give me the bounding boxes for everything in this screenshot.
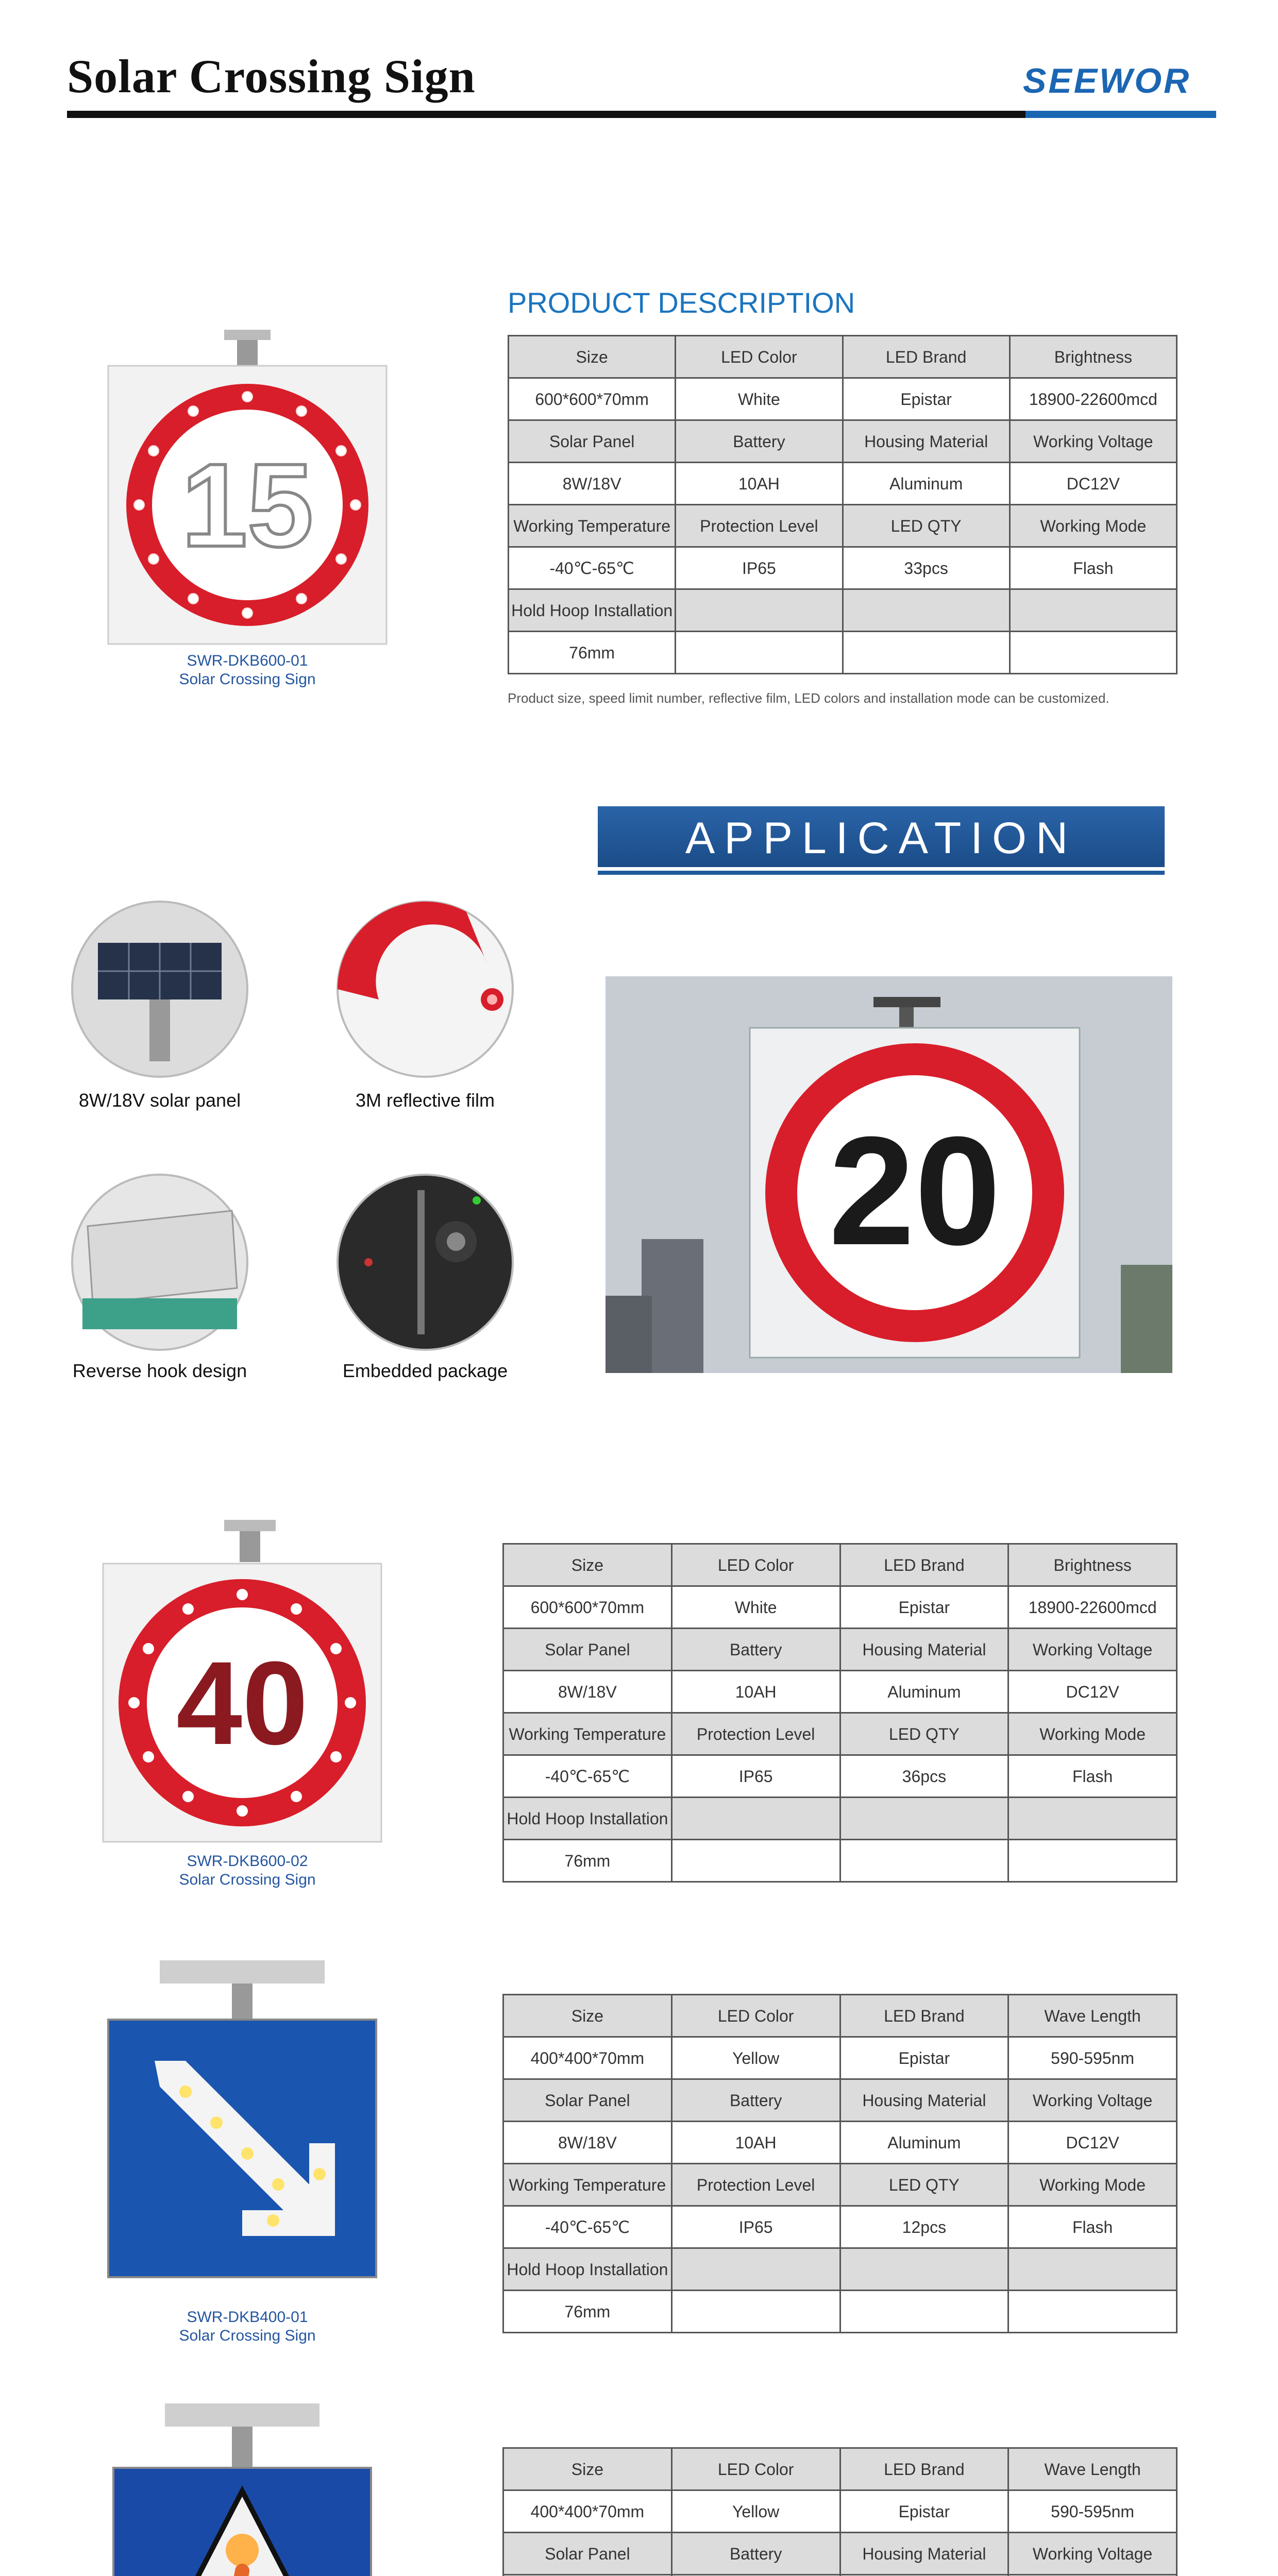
spec-cell: Size <box>509 336 676 378</box>
spec-row <box>503 2448 1177 2490</box>
spec-cell: Aluminum <box>843 463 1010 505</box>
spec-table <box>502 1543 1178 1883</box>
spec-row <box>503 1544 1177 1586</box>
spec-cell: White <box>671 1586 840 1629</box>
spec-cell: Working Mode <box>1008 1713 1177 1755</box>
spec-cell <box>1008 1840 1177 1882</box>
spec-cell: 10AH <box>676 463 843 505</box>
spec-cell: 400*400*70mm <box>503 2490 672 2533</box>
spec-cell <box>840 1798 1008 1840</box>
application-photo <box>606 976 1172 1373</box>
spec-cell: LED Brand <box>843 336 1010 378</box>
spec-cell <box>676 589 843 632</box>
spec-cell: Brightness <box>1010 336 1176 378</box>
feature-label: 8W/18V solar panel <box>78 1090 241 1111</box>
spec-cell: 76mm <box>509 632 676 674</box>
product-name: Solar Crossing Sign <box>179 2327 316 2344</box>
spec-cell <box>671 1840 840 1882</box>
spec-row <box>509 336 1177 378</box>
customization-note: Product size, speed limit number, reflective film, LED colors and installation mode can be customized. <box>508 690 1109 706</box>
spec-cell: Working Voltage <box>1008 2533 1177 2575</box>
product-caption <box>103 2308 392 2345</box>
spec-cell: Hold Hoop Installation <box>509 589 676 632</box>
feature-label: Reverse hook design <box>72 1360 247 1381</box>
application-title: APPLICATION <box>685 814 1078 863</box>
spec-cell: DC12V <box>1010 463 1176 505</box>
spec-cell: IP65 <box>676 547 843 589</box>
product-model: SWR-DKB600-02 <box>187 1853 308 1870</box>
application-banner-underline <box>598 871 1165 875</box>
spec-cell: 8W/18V <box>503 2122 672 2164</box>
header-divider-accent <box>1025 111 1216 118</box>
spec-cell: Yellow <box>671 2037 840 2079</box>
spec-row <box>509 632 1177 674</box>
spec-cell: 590-595nm <box>1008 2490 1177 2533</box>
spec-cell: Working Temperature <box>503 2164 672 2206</box>
spec-row <box>503 1840 1177 1882</box>
spec-cell: Aluminum <box>840 1671 1008 1713</box>
spec-cell: LED Brand <box>840 1995 1008 2037</box>
spec-cell: Housing Material <box>840 2533 1008 2575</box>
spec-cell: 8W/18V <box>503 1671 672 1713</box>
spec-cell: LED Brand <box>840 2448 1008 2490</box>
spec-cell: Aluminum <box>840 2122 1008 2164</box>
product-name: Solar Crossing Sign <box>179 671 316 688</box>
spec-cell: Working Temperature <box>509 505 676 547</box>
spec-cell: LED QTY <box>843 505 1010 547</box>
spec-row <box>503 1995 1177 2037</box>
spec-cell: Hold Hoop Installation <box>503 1798 672 1840</box>
product-image-speed-sign-15 <box>103 314 392 654</box>
spec-row <box>509 547 1177 589</box>
spec-row <box>503 2490 1177 2533</box>
spec-cell: 76mm <box>503 2291 672 2333</box>
spec-row <box>503 2533 1177 2575</box>
spec-cell: Flash <box>1008 2206 1177 2248</box>
product-name: Solar Crossing Sign <box>179 1871 316 1888</box>
spec-cell: Battery <box>671 2533 840 2575</box>
spec-cell <box>1008 2248 1177 2291</box>
spec-cell <box>840 1840 1008 1882</box>
brand-logo: SEEWOR <box>1023 61 1191 100</box>
spec-row <box>509 589 1177 632</box>
spec-cell: LED Color <box>676 336 843 378</box>
spec-cell: 10AH <box>671 2122 840 2164</box>
spec-cell: IP65 <box>671 1755 840 1798</box>
spec-cell: 600*600*70mm <box>509 378 676 420</box>
spec-cell: Working Voltage <box>1008 1629 1177 1671</box>
spec-cell: Size <box>503 2448 672 2490</box>
spec-cell: Epistar <box>840 1586 1008 1629</box>
spec-row <box>503 2079 1177 2122</box>
spec-cell: Epistar <box>840 2490 1008 2533</box>
spec-cell: LED QTY <box>840 1713 1008 1755</box>
spec-cell <box>843 589 1010 632</box>
spec-cell: Solar Panel <box>503 1629 672 1671</box>
spec-cell: -40℃-65℃ <box>503 2206 672 2248</box>
spec-cell: 8W/18V <box>509 463 676 505</box>
spec-table <box>508 335 1178 674</box>
spec-table <box>502 1994 1178 2333</box>
spec-cell: LED Color <box>671 1995 840 2037</box>
product-model: SWR-DKB400-01 <box>187 2309 308 2326</box>
product-image-speed-sign-40 <box>82 1517 402 1847</box>
spec-table <box>502 2447 1178 2576</box>
spec-cell: Housing Material <box>840 1629 1008 1671</box>
spec-cell: Housing Material <box>843 420 1010 463</box>
spec-cell: Solar Panel <box>509 420 676 463</box>
spec-cell: Size <box>503 1995 672 2037</box>
spec-cell: 18900-22600mcd <box>1008 1586 1177 1629</box>
spec-cell: Size <box>503 1544 672 1586</box>
spec-row <box>503 1586 1177 1629</box>
spec-cell: 36pcs <box>840 1755 1008 1798</box>
spec-cell: Protection Level <box>671 1713 840 1755</box>
spec-cell: LED Color <box>671 1544 840 1586</box>
sign-number: 15 <box>181 439 313 571</box>
spec-cell <box>1010 632 1176 674</box>
spec-cell <box>671 1798 840 1840</box>
spec-row <box>503 1713 1177 1755</box>
spec-cell: Working Voltage <box>1010 420 1176 463</box>
spec-cell: Working Mode <box>1008 2164 1177 2206</box>
feature-label: 3M reflective film <box>355 1090 495 1111</box>
spec-cell: Epistar <box>843 378 1010 420</box>
spec-cell: IP65 <box>671 2206 840 2248</box>
feature-image-solar-panel <box>67 896 253 1082</box>
spec-cell <box>671 2291 840 2333</box>
spec-cell <box>676 632 843 674</box>
spec-row <box>503 1755 1177 1798</box>
spec-cell: 590-595nm <box>1008 2037 1177 2079</box>
spec-cell: Flash <box>1010 547 1176 589</box>
spec-row <box>503 2291 1177 2333</box>
spec-cell: Working Temperature <box>503 1713 672 1755</box>
spec-cell: Yellow <box>671 2490 840 2533</box>
spec-cell: Working Voltage <box>1008 2079 1177 2122</box>
spec-cell <box>840 2291 1008 2333</box>
product-image-diagonal-arrow-sign <box>93 1958 392 2287</box>
spec-row <box>509 505 1177 547</box>
product-caption <box>103 1852 392 1889</box>
product-image-pedestrian-sign <box>93 2401 392 2576</box>
spec-row <box>503 1798 1177 1840</box>
spec-row <box>503 2037 1177 2079</box>
section-title-product-description: PRODUCT DESCRIPTION <box>508 286 855 319</box>
spec-cell: Hold Hoop Installation <box>503 2248 672 2291</box>
spec-cell: Solar Panel <box>503 2533 672 2575</box>
spec-cell: Brightness <box>1008 1544 1177 1586</box>
spec-cell: Housing Material <box>840 2079 1008 2122</box>
spec-row <box>503 2164 1177 2206</box>
spec-row <box>503 1671 1177 1713</box>
spec-cell: Protection Level <box>676 505 843 547</box>
spec-cell: Epistar <box>840 2037 1008 2079</box>
feature-image-reflective-film <box>332 896 518 1082</box>
spec-cell: Flash <box>1008 1755 1177 1798</box>
sign-number: 40 <box>176 1637 308 1769</box>
spec-cell <box>1008 1798 1177 1840</box>
spec-cell: Battery <box>676 420 843 463</box>
spec-cell: 76mm <box>503 1840 672 1882</box>
spec-row <box>503 2248 1177 2291</box>
spec-cell: -40℃-65℃ <box>503 1755 672 1798</box>
spec-cell: 600*600*70mm <box>503 1586 672 1629</box>
spec-cell: LED Brand <box>840 1544 1008 1586</box>
spec-cell <box>671 2248 840 2291</box>
spec-cell: 400*400*70mm <box>503 2037 672 2079</box>
spec-cell: 33pcs <box>843 547 1010 589</box>
spec-cell: Wave Length <box>1008 2448 1177 2490</box>
product-model: SWR-DKB600-01 <box>187 652 308 669</box>
feature-image-reverse-hook <box>67 1170 253 1355</box>
feature-label: Embedded package <box>342 1360 508 1381</box>
spec-cell: White <box>676 378 843 420</box>
spec-cell: -40℃-65℃ <box>509 547 676 589</box>
spec-cell: DC12V <box>1008 1671 1177 1713</box>
spec-row <box>503 2122 1177 2164</box>
spec-cell: 10AH <box>671 1671 840 1713</box>
spec-cell <box>840 2248 1008 2291</box>
spec-row <box>509 463 1177 505</box>
spec-cell <box>843 632 1010 674</box>
spec-row <box>503 2206 1177 2248</box>
page-title: Solar Crossing Sign <box>67 50 476 103</box>
spec-cell: 18900-22600mcd <box>1010 378 1176 420</box>
product-caption <box>103 652 392 689</box>
spec-cell: LED Color <box>671 2448 840 2490</box>
spec-row <box>503 1629 1177 1671</box>
spec-cell <box>1008 2291 1177 2333</box>
spec-row <box>509 420 1177 463</box>
spec-cell: Wave Length <box>1008 1995 1177 2037</box>
spec-cell: DC12V <box>1008 2122 1177 2164</box>
spec-cell: Protection Level <box>671 2164 840 2206</box>
spec-cell: 12pcs <box>840 2206 1008 2248</box>
photo-sign-number: 20 <box>829 1104 1001 1277</box>
spec-cell: Battery <box>671 1629 840 1671</box>
spec-cell: Working Mode <box>1010 505 1176 547</box>
feature-image-embedded-package <box>332 1170 518 1355</box>
spec-cell: Solar Panel <box>503 2079 672 2122</box>
spec-cell: LED QTY <box>840 2164 1008 2206</box>
spec-row <box>509 378 1177 420</box>
spec-cell: Battery <box>671 2079 840 2122</box>
spec-cell <box>1010 589 1176 632</box>
